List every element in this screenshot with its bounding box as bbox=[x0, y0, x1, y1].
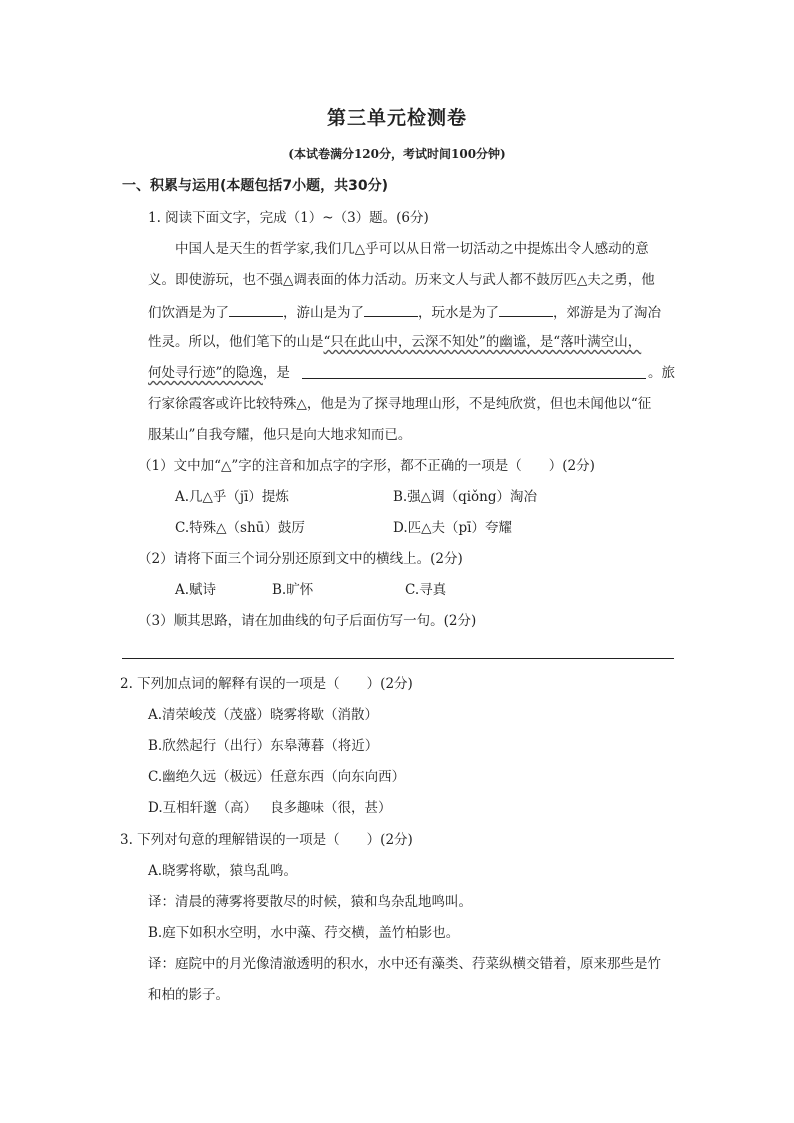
translation-a: 译：清晨的薄雾将要散尽的时候，猿和鸟杂乱地鸣叫。 bbox=[148, 894, 472, 910]
option-b[interactable]: B.欣然起行（出行）东皋薄暮（将近） bbox=[148, 738, 379, 754]
wavy-underlined-sentence: “只在此山中，云深不知处”的幽谧，是“落叶满空山， bbox=[323, 334, 642, 350]
passage-line-3 bbox=[148, 302, 661, 322]
word-choice-a: A.赋诗 bbox=[175, 582, 217, 598]
passage-line-2: 义。即使游玩，也不强△调表面的体力活动。历来文人与武人都不鼓厉匹△夫之勇，他 bbox=[148, 272, 655, 288]
passage-line-4 bbox=[148, 333, 641, 351]
wavy-underlined-sentence: 何处寻行迹”的隐逸 bbox=[148, 365, 263, 381]
option-a[interactable]: A.清荣峻茂（茂盛）晓雾将歇（消散） bbox=[148, 707, 379, 723]
passage-segment: 性灵。所以，他们笔下的山是 bbox=[148, 334, 324, 350]
question-2-stem: 2. 下列加点词的解释有误的一项是（ ）(2分) bbox=[120, 676, 413, 692]
word-choice-c: C.寻真 bbox=[405, 582, 447, 598]
answer-blank[interactable] bbox=[364, 302, 418, 317]
passage-line-7: 服某山”自我夸耀，他只是向大地求知而已。 bbox=[148, 427, 412, 443]
word-choice-b: B.旷怀 bbox=[272, 582, 314, 598]
option-b[interactable]: B.庭下如积水空明，水中藻、荇交横，盖竹柏影也。 bbox=[148, 925, 460, 941]
passage-line-5 bbox=[148, 364, 290, 382]
exam-subtitle: (本试卷满分120分，考试时间100分钟) bbox=[288, 147, 506, 161]
question-3-stem: 3. 下列对句意的理解错误的一项是（ ）(2分) bbox=[120, 832, 413, 848]
option-d[interactable]: D.互相轩邈（高） 良多趣味（很，甚） bbox=[148, 800, 392, 816]
option-a[interactable]: A.几△乎（jī）提炼 bbox=[175, 489, 289, 505]
passage-segment: 。旅 bbox=[648, 365, 675, 381]
option-b[interactable]: B.强△调（qiǒng）淘冶 bbox=[393, 489, 538, 505]
passage-segment: ，郊游是为了淘冶 bbox=[553, 305, 661, 321]
passage-line-6: 行家徐霞客或许比较特殊△，他是为了探寻地理山形，不是纯欣赏，但也未闻他以“征 bbox=[148, 396, 652, 412]
answer-blank[interactable] bbox=[229, 302, 283, 317]
sub-question-1: （1）文中加“△”字的注音和加点字的字形，都不正确的一项是（ ）(2分) bbox=[138, 458, 595, 474]
translation-b-line-1: 译：庭院中的月光像清澈透明的积水，水中还有藻类、荇菜纵横交错着，原来那些是竹 bbox=[148, 956, 661, 972]
answer-blank[interactable] bbox=[499, 302, 553, 317]
page-title: 第三单元检测卷 bbox=[326, 107, 467, 129]
option-d[interactable]: D.匹△夫（pī）夸耀 bbox=[393, 520, 512, 536]
passage-line-1: 中国人是天生的哲学家,我们几△乎可以从日常一切活动之中提炼出令人感动的意 bbox=[175, 241, 649, 257]
sub-question-3: （3）顺其思路，请在加曲线的句子后面仿写一句。(2分) bbox=[138, 613, 477, 629]
imitation-blank[interactable] bbox=[302, 378, 646, 379]
question-1-stem: 1. 阅读下面文字，完成（1）~（3）题。(6分) bbox=[148, 210, 429, 226]
answer-line[interactable] bbox=[122, 658, 674, 659]
option-c[interactable]: C.幽绝久远（极远）任意东西（向东向西） bbox=[148, 769, 406, 785]
section-heading: 一、积累与运用(本题包括7小题，共30分) bbox=[122, 178, 389, 194]
option-c[interactable]: C.特殊△（shū）鼓厉 bbox=[175, 520, 305, 536]
passage-segment: 们饮酒是为了 bbox=[148, 305, 229, 321]
option-a[interactable]: A.晓雾将歇，猿鸟乱鸣。 bbox=[148, 863, 298, 879]
sub-question-2: （2）请将下面三个词分别还原到文中的横线上。(2分) bbox=[138, 551, 463, 567]
passage-segment: ，是 bbox=[262, 365, 290, 381]
passage-segment: ，游山是为了 bbox=[283, 305, 364, 321]
translation-b-line-2: 和柏的影子。 bbox=[148, 987, 229, 1003]
passage-segment: ，玩水是为了 bbox=[418, 305, 499, 321]
